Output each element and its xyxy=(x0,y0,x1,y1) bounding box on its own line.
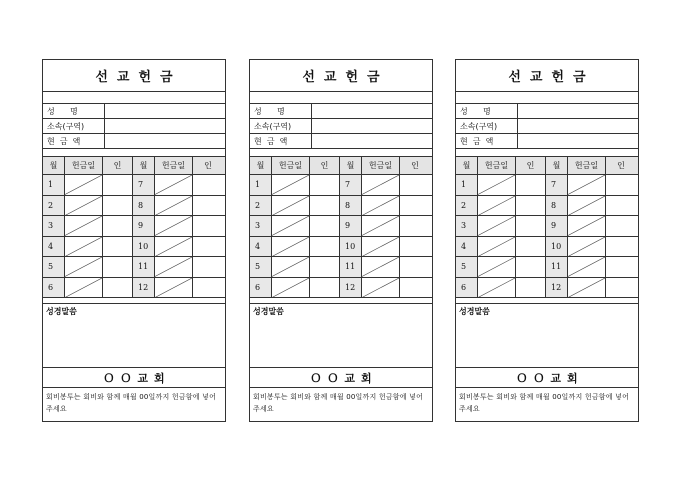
seal-cell[interactable] xyxy=(606,175,636,195)
seal-cell[interactable] xyxy=(310,257,340,277)
diagonal-line xyxy=(155,257,192,277)
diagonal-line xyxy=(362,257,399,277)
month-cell: 12 xyxy=(546,278,568,298)
scripture-box[interactable] xyxy=(250,304,432,368)
diagonal-line xyxy=(362,278,399,298)
diagonal-line xyxy=(568,175,605,195)
seal-cell[interactable] xyxy=(516,216,546,236)
month-cell: 4 xyxy=(43,237,65,257)
month-cell: 11 xyxy=(546,257,568,277)
grid-header xyxy=(250,157,432,175)
seal-cell[interactable] xyxy=(400,175,430,195)
scripture-label: 성경말씀 xyxy=(459,307,490,316)
amount-label: 현 금 액 xyxy=(456,134,518,148)
diagonal-line xyxy=(478,216,515,236)
diagonal-line xyxy=(65,196,102,216)
month-cell: 9 xyxy=(546,216,568,236)
date-cell[interactable] xyxy=(478,278,516,298)
grid-header-cell: 인 xyxy=(204,161,212,170)
diagonal-line xyxy=(155,278,192,298)
grid-header-cell: 헌금일 xyxy=(65,157,103,174)
month-cell: 6 xyxy=(43,278,65,298)
church-name: ＯＯ교회 xyxy=(43,368,225,388)
info-section xyxy=(250,104,432,149)
grid-row xyxy=(43,216,225,237)
card-title: 선교헌금 xyxy=(43,60,225,92)
date-cell[interactable] xyxy=(568,237,606,257)
seal-cell[interactable] xyxy=(193,216,223,236)
grid-header-cell: 인 xyxy=(310,157,340,174)
grid-header-cell: 헌금일 xyxy=(362,157,400,174)
spacer-row xyxy=(250,92,432,104)
name-label: 성 명 xyxy=(456,104,518,118)
seal-cell[interactable] xyxy=(193,237,223,257)
month-cell: 3 xyxy=(250,216,272,236)
month-cell: 10 xyxy=(546,237,568,257)
date-cell[interactable] xyxy=(568,216,606,236)
month-cell: 3 xyxy=(456,216,478,236)
grid-header-cell: 인 xyxy=(516,157,546,174)
district-label: 소속(구역) xyxy=(43,119,105,133)
date-cell[interactable] xyxy=(65,257,103,277)
date-cell[interactable] xyxy=(155,278,193,298)
seal-cell[interactable] xyxy=(103,196,133,216)
month-cell: 9 xyxy=(340,216,362,236)
info-row-amount xyxy=(250,134,432,149)
offering-grid xyxy=(43,157,225,298)
info-row-district xyxy=(43,119,225,134)
date-cell[interactable] xyxy=(478,257,516,277)
seal-cell[interactable] xyxy=(606,257,636,277)
grid-row xyxy=(456,175,638,196)
diagonal-line xyxy=(478,237,515,257)
info-row-district xyxy=(456,119,638,134)
info-row-name xyxy=(250,104,432,119)
diagonal-line xyxy=(155,237,192,257)
month-cell: 10 xyxy=(133,237,155,257)
card-title: 선교헌금 xyxy=(250,60,432,92)
grid-row xyxy=(250,237,432,258)
date-cell[interactable] xyxy=(272,278,310,298)
diagonal-line xyxy=(478,175,515,195)
seal-cell[interactable] xyxy=(400,196,430,216)
grid-header-cell: 헌금일 xyxy=(568,157,606,174)
seal-cell[interactable] xyxy=(516,278,546,298)
month-cell: 11 xyxy=(133,257,155,277)
month-cell: 7 xyxy=(133,175,155,195)
amount-field[interactable] xyxy=(105,134,225,148)
month-cell: 7 xyxy=(546,175,568,195)
seal-cell[interactable] xyxy=(516,237,546,257)
seal-cell[interactable] xyxy=(103,216,133,236)
seal-cell[interactable] xyxy=(516,196,546,216)
seal-cell[interactable] xyxy=(193,196,223,216)
seal-cell[interactable] xyxy=(193,278,223,298)
date-cell[interactable] xyxy=(272,196,310,216)
month-cell: 8 xyxy=(340,196,362,216)
diagonal-line xyxy=(155,216,192,236)
diagonal-line xyxy=(568,216,605,236)
seal-cell[interactable] xyxy=(516,257,546,277)
grid-header-cell: 인 xyxy=(103,157,133,174)
date-cell[interactable] xyxy=(65,237,103,257)
diagonal-line xyxy=(65,278,102,298)
grid-header-cell: 월 xyxy=(43,157,65,174)
seal-cell[interactable] xyxy=(516,175,546,195)
seal-cell[interactable] xyxy=(103,278,133,298)
date-cell[interactable] xyxy=(272,237,310,257)
seal-cell[interactable] xyxy=(400,278,430,298)
diagonal-line xyxy=(272,237,309,257)
grid-row xyxy=(456,257,638,278)
diagonal-line xyxy=(65,237,102,257)
date-cell[interactable] xyxy=(65,216,103,236)
diagonal-line xyxy=(568,257,605,277)
month-cell: 4 xyxy=(456,237,478,257)
date-cell[interactable] xyxy=(478,216,516,236)
diagonal-line xyxy=(272,257,309,277)
diagonal-line xyxy=(272,278,309,298)
scripture-label: 성경말씀 xyxy=(253,307,284,316)
date-cell[interactable] xyxy=(568,175,606,195)
date-cell[interactable] xyxy=(155,237,193,257)
date-cell[interactable] xyxy=(362,257,400,277)
seal-cell[interactable] xyxy=(310,196,340,216)
grid-header xyxy=(43,157,225,175)
month-cell: 8 xyxy=(133,196,155,216)
diagonal-line xyxy=(272,175,309,195)
diagonal-line xyxy=(478,257,515,277)
diagonal-line xyxy=(65,216,102,236)
instruction-note: 회비봉투는 회비와 함께 매월 00일까지 헌금함에 넣어주세요 xyxy=(46,393,217,413)
diagonal-line xyxy=(155,175,192,195)
date-cell[interactable] xyxy=(272,257,310,277)
date-cell[interactable] xyxy=(568,278,606,298)
seal-cell[interactable] xyxy=(193,175,223,195)
grid-header-cell: 월 xyxy=(250,157,272,174)
seal-cell[interactable] xyxy=(400,257,430,277)
diagonal-line xyxy=(362,237,399,257)
month-cell: 8 xyxy=(546,196,568,216)
grid-header-cell: 월 xyxy=(456,157,478,174)
diagonal-line xyxy=(155,196,192,216)
grid-row xyxy=(250,216,432,237)
date-cell[interactable] xyxy=(65,175,103,195)
date-cell[interactable] xyxy=(155,216,193,236)
name-label: 성 명 xyxy=(250,104,312,118)
date-cell[interactable] xyxy=(272,175,310,195)
scripture-box[interactable] xyxy=(43,304,225,368)
grid-header-cell: 월 xyxy=(546,157,568,174)
diagonal-line xyxy=(568,278,605,298)
seal-cell[interactable] xyxy=(193,257,223,277)
diagonal-line xyxy=(478,196,515,216)
month-cell: 2 xyxy=(43,196,65,216)
info-row-amount xyxy=(43,134,225,149)
diagonal-line xyxy=(362,196,399,216)
diagonal-line xyxy=(568,196,605,216)
date-cell[interactable] xyxy=(362,196,400,216)
grid-row xyxy=(43,237,225,258)
diagonal-line xyxy=(568,237,605,257)
diagonal-line xyxy=(272,216,309,236)
grid-row xyxy=(43,196,225,217)
offering-grid xyxy=(456,157,638,298)
date-cell[interactable] xyxy=(478,237,516,257)
date-cell[interactable] xyxy=(155,257,193,277)
month-cell: 2 xyxy=(456,196,478,216)
spacer-row xyxy=(250,149,432,157)
offering-card xyxy=(249,59,433,422)
date-cell[interactable] xyxy=(568,257,606,277)
date-cell[interactable] xyxy=(478,175,516,195)
month-cell: 1 xyxy=(43,175,65,195)
date-cell[interactable] xyxy=(155,175,193,195)
amount-label: 현 금 액 xyxy=(43,134,105,148)
name-field[interactable] xyxy=(518,104,638,118)
month-cell: 5 xyxy=(250,257,272,277)
month-cell: 1 xyxy=(250,175,272,195)
month-cell: 11 xyxy=(340,257,362,277)
month-cell: 12 xyxy=(133,278,155,298)
info-section xyxy=(456,104,638,149)
grid-row xyxy=(43,175,225,196)
name-field[interactable] xyxy=(312,104,432,118)
date-cell[interactable] xyxy=(362,278,400,298)
name-label: 성 명 xyxy=(43,104,105,118)
spacer-row xyxy=(43,92,225,104)
month-cell: 9 xyxy=(133,216,155,236)
grid-row xyxy=(456,237,638,258)
grid-header-cell: 인 xyxy=(411,161,419,170)
date-cell[interactable] xyxy=(65,278,103,298)
district-label: 소속(구역) xyxy=(456,119,518,133)
info-section xyxy=(43,104,225,149)
seal-cell[interactable] xyxy=(400,237,430,257)
seal-cell[interactable] xyxy=(310,278,340,298)
info-row-district xyxy=(250,119,432,134)
offering-card xyxy=(42,59,226,422)
scripture-box[interactable] xyxy=(456,304,638,368)
month-cell: 12 xyxy=(340,278,362,298)
grid-row xyxy=(250,196,432,217)
grid-row xyxy=(250,278,432,299)
grid-header-cell: 월 xyxy=(133,157,155,174)
church-name: ＯＯ교회 xyxy=(456,368,638,388)
seal-cell[interactable] xyxy=(606,278,636,298)
month-cell: 2 xyxy=(250,196,272,216)
month-cell: 4 xyxy=(250,237,272,257)
district-field[interactable] xyxy=(312,119,432,133)
info-row-name xyxy=(43,104,225,119)
grid-header-cell: 헌금일 xyxy=(478,157,516,174)
seal-cell[interactable] xyxy=(103,237,133,257)
grid-row xyxy=(250,175,432,196)
seal-cell[interactable] xyxy=(310,237,340,257)
diagonal-line xyxy=(362,175,399,195)
seal-cell[interactable] xyxy=(310,216,340,236)
seal-cell[interactable] xyxy=(310,175,340,195)
seal-cell[interactable] xyxy=(606,237,636,257)
date-cell[interactable] xyxy=(65,196,103,216)
grid-row xyxy=(456,216,638,237)
date-cell[interactable] xyxy=(568,196,606,216)
instruction-note: 회비봉투는 회비와 함께 매월 00일까지 헌금함에 넣어주세요 xyxy=(253,393,424,413)
month-cell: 1 xyxy=(456,175,478,195)
diagonal-line xyxy=(65,175,102,195)
grid-header-cell: 인 xyxy=(617,161,625,170)
seal-cell[interactable] xyxy=(606,216,636,236)
scripture-label: 성경말씀 xyxy=(46,307,77,316)
info-row-name xyxy=(456,104,638,119)
district-field[interactable] xyxy=(518,119,638,133)
month-cell: 5 xyxy=(456,257,478,277)
district-field[interactable] xyxy=(105,119,225,133)
date-cell[interactable] xyxy=(362,237,400,257)
month-cell: 10 xyxy=(340,237,362,257)
month-cell: 3 xyxy=(43,216,65,236)
grid-row xyxy=(456,278,638,299)
church-name: ＯＯ교회 xyxy=(250,368,432,388)
seal-cell[interactable] xyxy=(400,216,430,236)
grid-header-cell: 헌금일 xyxy=(272,157,310,174)
seal-cell[interactable] xyxy=(103,175,133,195)
offering-card xyxy=(455,59,639,422)
month-cell: 7 xyxy=(340,175,362,195)
diagonal-line xyxy=(362,216,399,236)
amount-label: 현 금 액 xyxy=(250,134,312,148)
diagonal-line xyxy=(65,257,102,277)
date-cell[interactable] xyxy=(362,175,400,195)
diagonal-line xyxy=(478,278,515,298)
date-cell[interactable] xyxy=(478,196,516,216)
spacer-row xyxy=(456,92,638,104)
diagonal-line xyxy=(272,196,309,216)
district-label: 소속(구역) xyxy=(250,119,312,133)
grid-row xyxy=(456,196,638,217)
grid-header xyxy=(456,157,638,175)
offering-grid xyxy=(250,157,432,298)
amount-field[interactable] xyxy=(518,134,638,148)
date-cell[interactable] xyxy=(155,196,193,216)
grid-header-cell: 헌금일 xyxy=(155,157,193,174)
grid-row xyxy=(43,257,225,278)
grid-row xyxy=(43,278,225,299)
name-field[interactable] xyxy=(105,104,225,118)
spacer-row xyxy=(456,149,638,157)
info-row-amount xyxy=(456,134,638,149)
month-cell: 6 xyxy=(250,278,272,298)
grid-row xyxy=(250,257,432,278)
date-cell[interactable] xyxy=(362,216,400,236)
amount-field[interactable] xyxy=(312,134,432,148)
instruction-note: 회비봉투는 회비와 함께 매월 00일까지 헌금함에 넣어주세요 xyxy=(459,393,630,413)
card-title: 선교헌금 xyxy=(456,60,638,92)
grid-header-cell: 월 xyxy=(340,157,362,174)
date-cell[interactable] xyxy=(272,216,310,236)
seal-cell[interactable] xyxy=(606,196,636,216)
seal-cell[interactable] xyxy=(103,257,133,277)
month-cell: 6 xyxy=(456,278,478,298)
spacer-row xyxy=(43,149,225,157)
month-cell: 5 xyxy=(43,257,65,277)
